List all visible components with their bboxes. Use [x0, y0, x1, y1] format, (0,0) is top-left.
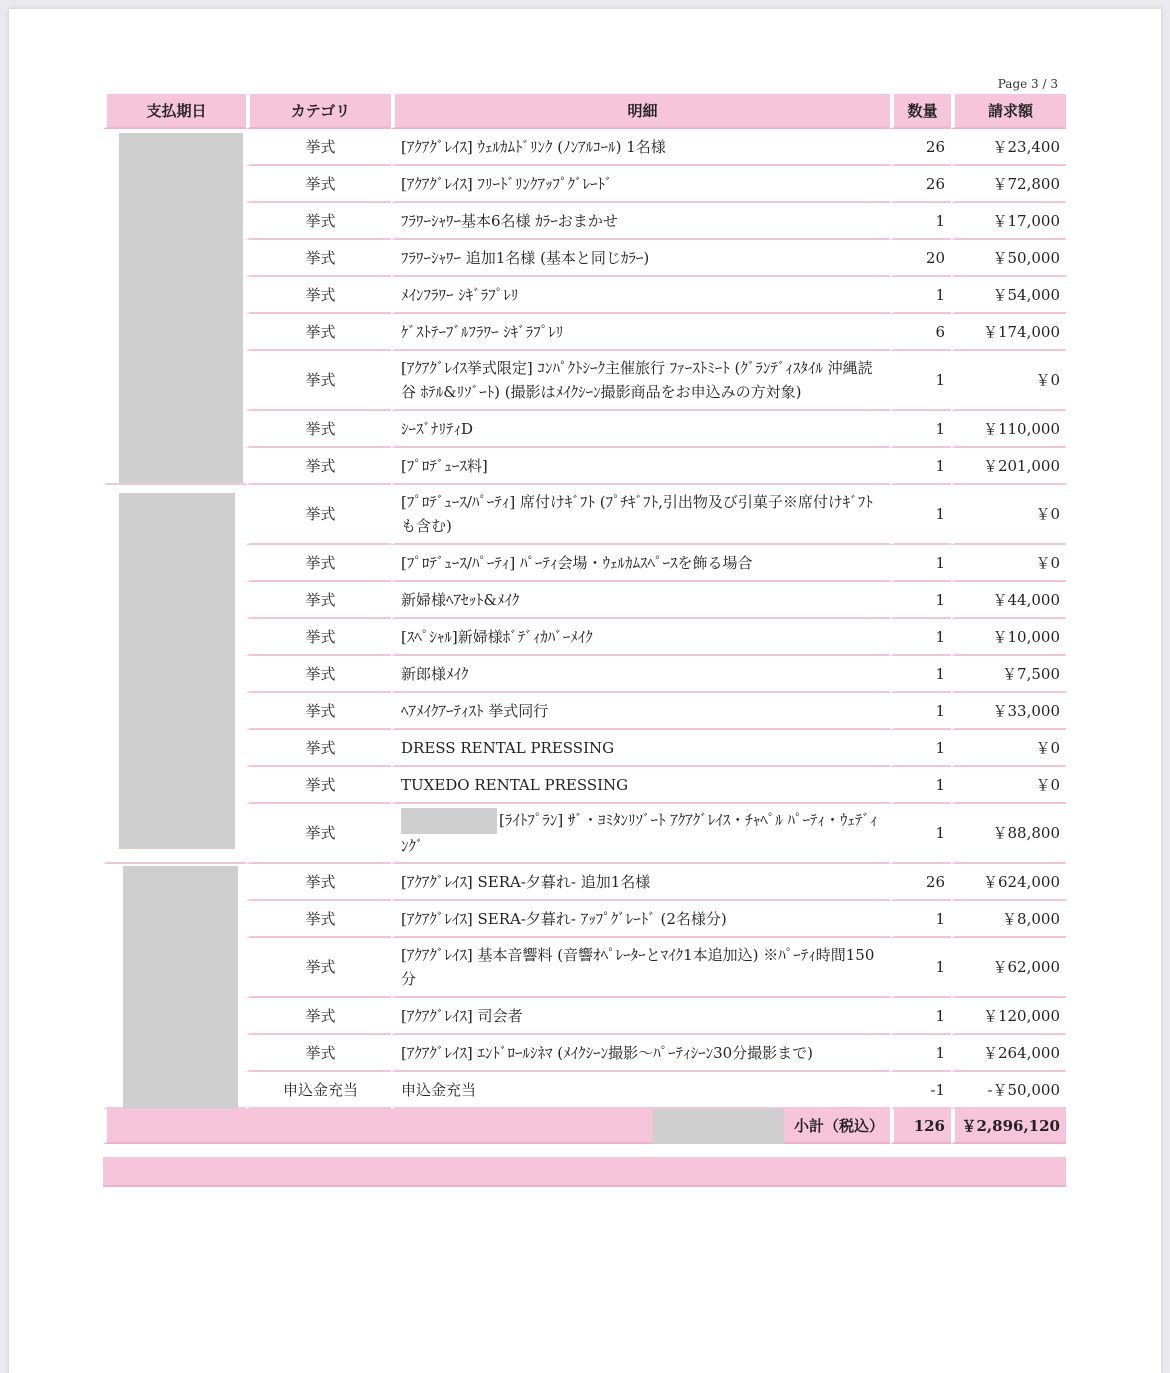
- row-category: 挙式: [246, 485, 391, 545]
- row-category: 挙式: [246, 351, 391, 411]
- table-row: [103, 545, 1066, 582]
- row-amount: ￥33,000: [951, 693, 1066, 730]
- row-quantity: 1: [890, 693, 951, 730]
- subtotal-label-cell: [103, 1109, 890, 1144]
- detail-redacted: [401, 808, 497, 834]
- row-amount: ￥174,000: [951, 314, 1066, 351]
- row-quantity: 1: [890, 351, 951, 411]
- row-amount: ￥88,800: [951, 804, 1066, 864]
- row-category: 挙式: [246, 166, 391, 203]
- row-detail: [ｱｸｱｸﾞﾚｲｽ] ﾌﾘｰﾄﾞﾘﾝｸｱｯﾌﾟｸﾞﾚｰﾄﾞ: [391, 166, 890, 203]
- row-category: 挙式: [246, 240, 391, 277]
- row-category: 挙式: [246, 767, 391, 804]
- subtotal-redacted: [653, 1109, 784, 1144]
- row-amount: ￥201,000: [951, 448, 1066, 485]
- row-quantity: 1: [890, 656, 951, 693]
- table-row: [103, 730, 1066, 767]
- row-amount: ￥17,000: [951, 203, 1066, 240]
- table-row: [103, 938, 1066, 998]
- row-detail: [ｱｸｱｸﾞﾚｲｽ] 司会者: [391, 998, 890, 1035]
- table-row: [103, 485, 1066, 545]
- row-amount: ￥44,000: [951, 582, 1066, 619]
- row-quantity: 1: [890, 411, 951, 448]
- row-amount: ￥23,400: [951, 129, 1066, 166]
- row-quantity: 1: [890, 582, 951, 619]
- row-amount: ￥0: [951, 767, 1066, 804]
- table-row: [103, 901, 1066, 938]
- row-quantity: 1: [890, 804, 951, 864]
- subtotal-amount: ￥2,896,120: [951, 1109, 1066, 1144]
- row-category: 挙式: [246, 656, 391, 693]
- subtotal-quantity: 126: [890, 1109, 951, 1144]
- table-row: [103, 582, 1066, 619]
- row-amount: ￥10,000: [951, 619, 1066, 656]
- row-quantity: 1: [890, 545, 951, 582]
- row-quantity: -1: [890, 1072, 951, 1109]
- table-row: [103, 166, 1066, 203]
- row-quantity: 1: [890, 448, 951, 485]
- invoice-table: [103, 94, 1066, 1144]
- row-detail: 申込金充当: [391, 1072, 890, 1109]
- payment-date-redacted-1: [103, 129, 246, 485]
- row-category: 申込金充当: [246, 1072, 391, 1109]
- row-quantity: 1: [890, 203, 951, 240]
- row-category: 挙式: [246, 1035, 391, 1072]
- row-detail: TUXEDO RENTAL PRESSING: [391, 767, 890, 804]
- row-quantity: 1: [890, 730, 951, 767]
- row-quantity: 1: [890, 767, 951, 804]
- table-row: [103, 767, 1066, 804]
- table-row: [103, 619, 1066, 656]
- row-amount: ￥62,000: [951, 938, 1066, 998]
- row-detail: [ｽﾍﾟｼｬﾙ]新婦様ﾎﾞﾃﾞｨｶﾊﾞｰﾒｲｸ: [391, 619, 890, 656]
- row-category: 挙式: [246, 582, 391, 619]
- row-category: 挙式: [246, 693, 391, 730]
- table-row: [103, 1072, 1066, 1109]
- row-category: 挙式: [246, 448, 391, 485]
- row-category: 挙式: [246, 277, 391, 314]
- table-row: [103, 277, 1066, 314]
- row-detail-text: [ﾗｲﾄﾌﾟﾗﾝ] ｻﾞ・ﾖﾐﾀﾝﾘｿﾞｰﾄ ｱｸｱｸﾞﾚｲｽ・ﾁｬﾍﾟﾙ ﾊﾟｰﾃｨ・ｳｪﾃﾞｨﾝｸﾞ: [401, 811, 878, 855]
- row-amount: ￥8,000: [951, 901, 1066, 938]
- row-detail: [ﾌﾟﾛﾃﾞｭｰｽ/ﾊﾟｰﾃｨ] 席付けｷﾞﾌﾄ (ﾌﾟﾁｷﾞﾌﾄ,引出物及び引菓子※席付けｷﾞﾌﾄも含む): [391, 485, 890, 545]
- row-detail: [ｱｸｱｸﾞﾚｲｽ] ｳｪﾙｶﾑﾄﾞﾘﾝｸ (ﾉﾝｱﾙｺｰﾙ) 1名様: [391, 129, 890, 166]
- row-amount: ￥54,000: [951, 277, 1066, 314]
- row-detail: [391, 804, 890, 864]
- row-category: 挙式: [246, 901, 391, 938]
- row-detail: ｹﾞｽﾄﾃｰﾌﾞﾙﾌﾗﾜｰ ｼｷﾞﾗﾌﾟﾚﾘ: [391, 314, 890, 351]
- row-amount: -￥50,000: [951, 1072, 1066, 1109]
- row-amount: ￥0: [951, 545, 1066, 582]
- row-category: 挙式: [246, 203, 391, 240]
- row-detail: [ﾌﾟﾛﾃﾞｭｰｽ/ﾊﾟｰﾃｨ] ﾊﾟｰﾃｨ会場・ｳｪﾙｶﾑｽﾍﾟｰｽを飾る場合: [391, 545, 890, 582]
- row-detail: [ｱｸｱｸﾞﾚｲｽ] SERA-夕暮れ- 追加1名様: [391, 864, 890, 901]
- table-row: [103, 351, 1066, 411]
- row-category: 挙式: [246, 619, 391, 656]
- header-quantity: 数量: [890, 94, 951, 129]
- row-amount: ￥0: [951, 351, 1066, 411]
- row-detail: ﾌﾗﾜｰｼｬﾜｰ基本6名様 ｶﾗｰおまかせ: [391, 203, 890, 240]
- row-detail: 新婦様ﾍｱｾｯﾄ&ﾒｲｸ: [391, 582, 890, 619]
- row-quantity: 6: [890, 314, 951, 351]
- table-row: [103, 804, 1066, 864]
- row-category: 挙式: [246, 998, 391, 1035]
- table-header-row: [103, 94, 1066, 129]
- row-detail: [ﾌﾟﾛﾃﾞｭｰｽ料]: [391, 448, 890, 485]
- table-row: [103, 1035, 1066, 1072]
- document-page: [9, 9, 1161, 1373]
- page-number: Page 3 / 3: [997, 77, 1058, 91]
- table-row: [103, 314, 1066, 351]
- table-row: [103, 656, 1066, 693]
- row-detail: ﾒｲﾝﾌﾗﾜｰ ｼｷﾞﾗﾌﾟﾚﾘ: [391, 277, 890, 314]
- row-detail: DRESS RENTAL PRESSING: [391, 730, 890, 767]
- row-amount: ￥50,000: [951, 240, 1066, 277]
- table-row: [103, 129, 1066, 166]
- payment-date-redacted-3: [103, 864, 246, 1109]
- table-row: [103, 448, 1066, 485]
- row-amount: ￥72,800: [951, 166, 1066, 203]
- row-detail: [ｱｸｱｸﾞﾚｲｽ] SERA-夕暮れ- ｱｯﾌﾟｸﾞﾚｰﾄﾞ (2名様分): [391, 901, 890, 938]
- row-quantity: 20: [890, 240, 951, 277]
- table-row: [103, 411, 1066, 448]
- row-quantity: 1: [890, 619, 951, 656]
- row-amount: ￥624,000: [951, 864, 1066, 901]
- header-detail: 明細: [391, 94, 890, 129]
- footer-band: [103, 1157, 1066, 1187]
- row-detail: ﾍｱﾒｲｸｱｰﾃｨｽﾄ 挙式同行: [391, 693, 890, 730]
- table-row: [103, 203, 1066, 240]
- row-detail: ﾌﾗﾜｰｼｬﾜｰ 追加1名様 (基本と同じｶﾗｰ): [391, 240, 890, 277]
- row-amount: ￥120,000: [951, 998, 1066, 1035]
- row-category: 挙式: [246, 730, 391, 767]
- subtotal-row: [103, 1109, 1066, 1144]
- row-category: 挙式: [246, 938, 391, 998]
- row-detail: ｼｰｽﾞﾅﾘﾃｨD: [391, 411, 890, 448]
- row-quantity: 1: [890, 1035, 951, 1072]
- row-category: 挙式: [246, 864, 391, 901]
- row-amount: ￥110,000: [951, 411, 1066, 448]
- table-row: [103, 693, 1066, 730]
- row-detail: [ｱｸｱｸﾞﾚｲｽ] ｴﾝﾄﾞﾛｰﾙｼﾈﾏ (ﾒｲｸｼｰﾝ撮影～ﾊﾟｰﾃｨｼｰﾝ30分撮影まで): [391, 1035, 890, 1072]
- row-category: 挙式: [246, 129, 391, 166]
- payment-date-redacted-2: [103, 485, 246, 864]
- row-quantity: 26: [890, 166, 951, 203]
- row-quantity: 1: [890, 998, 951, 1035]
- row-detail: [ｱｸｱｸﾞﾚｲｽ挙式限定] ｺﾝﾊﾟｸﾄｼｰｸ主催旅行 ﾌｧｰｽﾄﾐｰﾄ (ｸﾞﾗﾝﾃﾞｨｽﾀｲﾙ 沖縄読谷 ﾎﾃﾙ&ﾘｿﾞｰﾄ) (撮影はﾒｲｸｼｰﾝ撮影商品をお申込みの方対象): [391, 351, 890, 411]
- row-category: 挙式: [246, 314, 391, 351]
- row-detail: 新郎様ﾒｲｸ: [391, 656, 890, 693]
- table-row: [103, 240, 1066, 277]
- row-quantity: 26: [890, 864, 951, 901]
- row-amount: ￥264,000: [951, 1035, 1066, 1072]
- row-quantity: 1: [890, 485, 951, 545]
- row-detail: [ｱｸｱｸﾞﾚｲｽ] 基本音響料 (音響ｵﾍﾟﾚｰﾀｰとﾏｲｸ1本追加込) ※ﾊﾟｰﾃｨ時間150分: [391, 938, 890, 998]
- row-category: 挙式: [246, 411, 391, 448]
- row-category: 挙式: [246, 804, 391, 864]
- row-amount: ￥7,500: [951, 656, 1066, 693]
- row-quantity: 1: [890, 938, 951, 998]
- subtotal-label: 小計（税込）: [793, 1116, 884, 1135]
- header-amount: 請求額: [951, 94, 1066, 129]
- row-amount: ￥0: [951, 485, 1066, 545]
- table-row: [103, 998, 1066, 1035]
- row-quantity: 26: [890, 129, 951, 166]
- table-row: [103, 864, 1066, 901]
- header-date: 支払期日: [103, 94, 246, 129]
- row-amount: ￥0: [951, 730, 1066, 767]
- header-category: カテゴリ: [246, 94, 391, 129]
- row-quantity: 1: [890, 901, 951, 938]
- row-category: 挙式: [246, 545, 391, 582]
- row-quantity: 1: [890, 277, 951, 314]
